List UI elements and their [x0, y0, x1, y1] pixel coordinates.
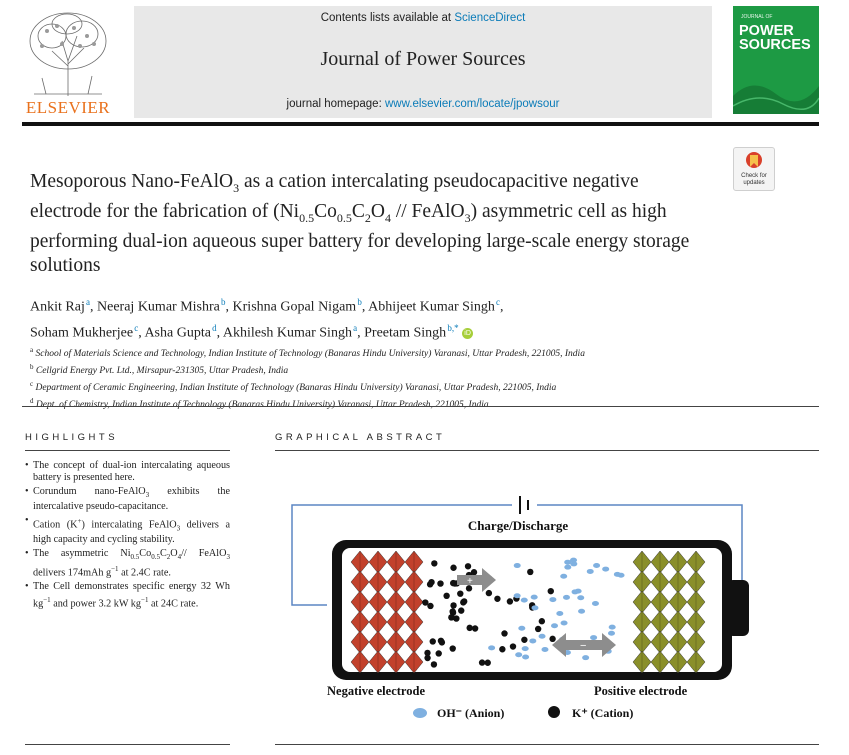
anion-ion	[539, 634, 546, 639]
cation-ion	[499, 646, 505, 652]
author-name[interactable]: Krishna Gopal Nigam	[232, 299, 357, 315]
author-name[interactable]: Neeraj Kumar Mishra	[97, 299, 220, 315]
anion-legend-icon	[413, 708, 427, 718]
cation-legend-label: K⁺ (Cation)	[572, 706, 634, 720]
cation-ion	[485, 660, 491, 666]
anion-ion	[514, 563, 521, 568]
author-name[interactable]: Abhijeet Kumar Singh	[368, 299, 495, 315]
anion-ion	[488, 645, 495, 650]
cation-ion	[549, 636, 555, 642]
cation-ion	[521, 637, 527, 643]
cation-ion	[437, 580, 443, 586]
anion-ion	[514, 593, 521, 598]
anion-ion	[529, 638, 536, 643]
anion-ion	[590, 635, 597, 640]
cation-ion	[450, 645, 456, 651]
journal-cover[interactable]	[733, 6, 819, 114]
cation-ion	[472, 625, 478, 631]
cation-ion	[494, 596, 500, 602]
author-name[interactable]: Akhilesh Kumar Singh	[222, 325, 352, 341]
anion-ion	[602, 567, 609, 572]
cation-ion	[501, 630, 507, 636]
cation-ion	[422, 599, 428, 605]
anion-ion	[531, 605, 538, 610]
homepage-link[interactable]: www.elsevier.com/locate/jpowsour	[384, 98, 560, 110]
anion-ion	[587, 569, 594, 574]
minus-sign: −	[580, 640, 587, 652]
affiliations	[30, 344, 730, 413]
anion-ion	[518, 626, 525, 631]
anion-ion	[541, 647, 548, 652]
cation-ion	[424, 655, 430, 661]
cation-ion	[449, 608, 455, 614]
cation-ion	[486, 590, 492, 596]
anion-legend-label: OH⁻ (Anion)	[437, 706, 505, 720]
graphical-abstract-heading: GRAPHICAL ABSTRACT	[275, 432, 446, 443]
author-name[interactable]: Preetam Singh	[364, 325, 447, 341]
anion-ion	[556, 611, 563, 616]
anion-ion	[608, 631, 615, 636]
negative-electrode-label: Negative electrode	[327, 684, 425, 698]
cation-ion	[431, 661, 437, 667]
header-rule	[22, 122, 819, 126]
anion-ion	[592, 601, 599, 606]
anion-ion	[593, 563, 600, 568]
circuit-wire	[292, 530, 327, 605]
author-list: Ankit Raj $^a$, Neeraj Kumar Mishra $^b$, Krishna Gopal Nigam $^b$, Abhijeet Kumar Singh $^c$, Soham Mukherjee $^c$, Asha Gupta $^d$, Akhilesh Kumar Singh $^a$, Preetam Singh $^{b,*}$ iD	[30, 297, 504, 341]
positive-electrode-label: Positive electrode	[594, 684, 688, 698]
anion-ion	[521, 598, 528, 603]
cation-ion	[431, 560, 437, 566]
list-item: • Corundum nano-FeAlO$_3$ exhibits the intercalative pseudo-capacitance.	[25, 486, 230, 514]
anion-ion	[582, 655, 589, 660]
anion-ion	[531, 595, 538, 600]
anion-ion	[572, 589, 579, 594]
article-title: Mesoporous Nano-FeAlO$_3$ as a cation intercalating pseudocapacitive negative electrode for the fabrication of ($Ni_{0.5}Co_{0.5}C_2O_4$ // FeAlO$_3$) asymmetric cell as high performing dual-ion aqueous super battery for developing large-scale energy storage solutions	[30, 171, 690, 276]
bookmark-icon	[745, 151, 763, 172]
anion-ion	[560, 574, 567, 579]
cation-ion	[527, 569, 533, 575]
affiliation-item: $^b$ Cellgrid Energy Pvt. Ltd., Mirsapur-231305, Uttar Pradesh, India	[30, 363, 289, 377]
cation-ion	[448, 614, 454, 620]
battery-terminal	[727, 580, 749, 636]
journal-banner	[134, 6, 712, 118]
author-name[interactable]: Asha Gupta	[144, 325, 211, 341]
elsevier-logo[interactable]	[22, 6, 114, 118]
author-name[interactable]: Soham Mukherjee	[30, 325, 134, 341]
charge-discharge-label: Charge/Discharge	[467, 518, 569, 533]
anion-ion	[551, 623, 558, 628]
cation-ion	[428, 579, 434, 585]
anion-ion	[561, 621, 568, 626]
list-item: • The Cell demonstrates specific energy 32 Wh $kg^{-1}$ and power 3.2 kW $kg^{-1}$ at 24C rate.	[25, 581, 230, 610]
cation-ion	[539, 618, 545, 624]
highlights-rule	[25, 450, 230, 451]
cation-ion	[436, 650, 442, 656]
anion-ion	[570, 558, 577, 563]
cation-ion	[507, 598, 513, 604]
orcid-icon[interactable]: iD	[462, 328, 473, 339]
cation-ion	[479, 659, 485, 665]
cover-title: POWER SOURCES	[739, 23, 811, 53]
cation-ion	[535, 626, 541, 632]
cation-ion	[458, 607, 464, 613]
graphical-abstract-rule	[275, 450, 819, 451]
anion-ion	[522, 654, 529, 659]
section-divider	[22, 406, 819, 407]
plus-sign: +	[467, 576, 473, 587]
affiliation-item: d	[30, 397, 34, 406]
highlights-bottom-rule	[25, 744, 230, 745]
cover-pattern-icon	[733, 66, 819, 114]
journal-title: Journal of Power Sources	[320, 48, 526, 70]
anion-ion	[577, 595, 584, 600]
cation-ion	[510, 643, 516, 649]
anion-ion	[578, 609, 585, 614]
sciencedirect-link[interactable]: ScienceDirect	[454, 12, 526, 24]
cation-ion	[466, 625, 472, 631]
homepage-line: journal homepage: www.elsevier.com/locate/jpowsour	[286, 98, 560, 110]
anion-ion	[563, 595, 570, 600]
tree-icon	[22, 6, 114, 98]
affiliation-item: $^a$ School of Materials Science and Technology, Indian Institute of Technology (Banaras Hindu University) Varanasi, Uttar Pradesh, 221005, India	[30, 346, 585, 360]
contents-line: Contents lists available at ScienceDirect	[320, 12, 526, 24]
list-item: • Cation (K+) intercalating FeAlO$_3$ delivers a high capacity and cycling stability.	[25, 515, 230, 547]
highlights-list	[25, 460, 230, 611]
anion-ion	[614, 572, 621, 577]
cation-ion	[450, 602, 456, 608]
anion-ion	[515, 652, 522, 657]
cover-small-text: JOURNAL OF	[741, 14, 773, 20]
cation-ion	[548, 588, 554, 594]
cation-ion	[471, 569, 477, 575]
check-for-updates-button[interactable]	[733, 147, 775, 191]
anion-ion	[609, 625, 616, 630]
anion-ion	[564, 565, 571, 570]
check-for-updates-label: Check for updates	[741, 173, 767, 186]
graphical-abstract-figure	[272, 480, 772, 730]
anion-ion	[549, 597, 556, 602]
cation-ion	[443, 593, 449, 599]
graphical-abstract-bottom-rule	[275, 744, 819, 745]
list-item: • The concept of dual-ion intercalating aqueous battery is presented here.	[25, 460, 230, 485]
highlights-heading: HIGHLIGHTS	[25, 432, 119, 443]
cation-ion	[430, 638, 436, 644]
cation-ion	[465, 563, 471, 569]
anion-ion	[522, 646, 529, 651]
cation-ion	[457, 590, 463, 596]
affiliation-item: $^c$ Department of Ceramic Engineering, Indian Institute of Technology (Banaras Hindu University) Varanasi, Uttar Pradesh, 221005, India	[30, 380, 557, 394]
list-item: • The asymmetric $Ni_{0.5}Co_{0.5}C_2O_4//$ FeAlO$_3$ delivers 174mAh $g^{-1}$ at 2.4C rate.	[25, 548, 230, 580]
cation-legend-icon	[548, 706, 560, 718]
cation-ion	[438, 638, 444, 644]
author-name[interactable]: Ankit Raj	[30, 299, 85, 315]
cation-ion	[450, 565, 456, 571]
publisher-name: ELSEVIER	[25, 98, 111, 117]
cation-ion	[461, 598, 467, 604]
